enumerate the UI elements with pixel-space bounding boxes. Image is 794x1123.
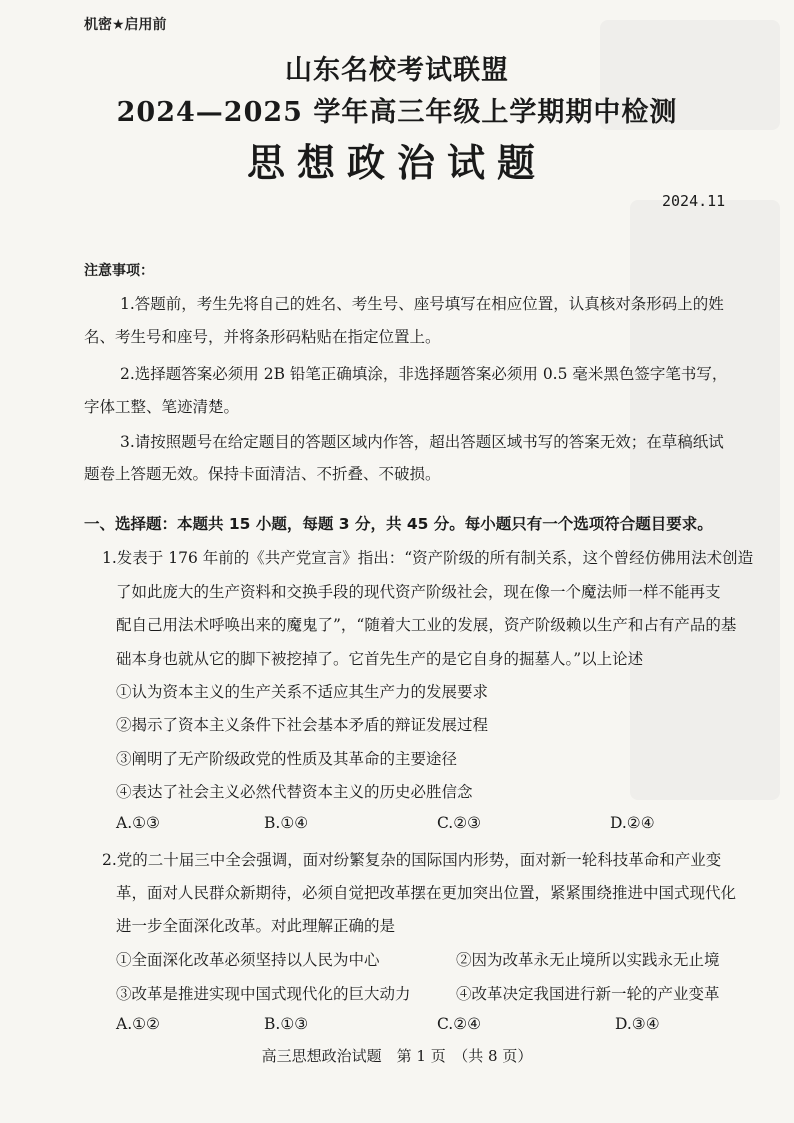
question-1-statement: ②揭示了资本主义条件下社会基本矛盾的辩证发展过程 bbox=[116, 716, 489, 734]
notice-heading: 注意事项： bbox=[84, 263, 154, 279]
question-1-statement: ①认为资本主义的生产关系不适应其生产力的发展要求 bbox=[116, 683, 489, 701]
subject-title: 思想政治试题 bbox=[246, 140, 547, 185]
question-2-option-c: C.②④ bbox=[437, 1015, 482, 1033]
section-heading: 一、选择题：本题共 15 小题，每题 3 分，共 45 分。每小题只有一个选项符合题目要求。 bbox=[84, 515, 713, 533]
exam-alliance-title: 山东名校考试联盟 bbox=[285, 55, 509, 86]
question-1-option-b: B.①④ bbox=[264, 814, 309, 832]
notice-line: 1.答题前，考生先将自己的姓名、考生号、座号填写在相应位置，认真核对条形码上的姓 bbox=[120, 295, 724, 313]
question-1-stem-line: 础本身也就从它的脚下被挖掉了。它首先生产的是它自身的掘墓人。”以上论述 bbox=[116, 650, 644, 668]
question-2-stem-line: 革，面对人民群众新期待，必须自觉把改革摆在更加突出位置，紧紧围绕推进中国式现代化 bbox=[116, 884, 737, 902]
question-1-stem-line: 配自己用法术呼唤出来的魔鬼了”，“随着大工业的发展，资产阶级赖以生产和占有产品的基 bbox=[116, 616, 737, 634]
question-2-option-d: D.③④ bbox=[615, 1015, 660, 1033]
question-2-statement: ④改革决定我国进行新一轮的产业变革 bbox=[456, 985, 720, 1003]
question-1-statement: ③阐明了无产阶级政党的性质及其革命的主要途径 bbox=[116, 750, 458, 768]
question-2-stem-line: 进一步全面深化改革。对此理解正确的是 bbox=[116, 917, 396, 935]
question-2-option-a: A.①② bbox=[116, 1015, 160, 1033]
exam-date: 2024.11 bbox=[662, 192, 726, 210]
notice-line: 名、考生号和座号，并将条形码粘贴在指定位置上。 bbox=[84, 328, 441, 346]
secret-mark: 机密★启用前 bbox=[84, 17, 167, 33]
question-1-option-c: C.②③ bbox=[437, 814, 482, 832]
question-2-option-b: B.①③ bbox=[264, 1015, 309, 1033]
question-2-stem-line: 2.党的二十届三中全会强调，面对纷繁复杂的国际国内形势，面对新一轮科技革命和产业变 bbox=[102, 851, 722, 869]
question-2-statement: ③改革是推进实现中国式现代化的巨大动力 bbox=[116, 985, 411, 1003]
question-2-statement: ①全面深化改革必须坚持以人民为中心 bbox=[116, 951, 380, 969]
question-1-option-a: A.①③ bbox=[116, 814, 160, 832]
question-1-option-d: D.②④ bbox=[610, 814, 655, 832]
notice-line: 2.选择题答案必须用 2B 铅笔正确填涂，非选择题答案必须用 0.5 毫米黑色签字笔书写， bbox=[120, 365, 728, 383]
question-1-statement: ④表达了社会主义必然代替资本主义的历史必胜信念 bbox=[116, 783, 473, 801]
notice-line: 字体工整、笔迹清楚。 bbox=[84, 398, 240, 416]
exam-term-title: 2024—2025 学年高三年级上学期期中检测 bbox=[116, 97, 678, 128]
question-2-statement: ②因为改革永无止境所以实践永无止境 bbox=[456, 951, 720, 969]
notice-line: 3.请按照题号在给定题目的答题区域内作答，超出答题区域书写的答案无效；在草稿纸试 bbox=[120, 433, 724, 451]
bleed-through-smudge bbox=[630, 200, 780, 800]
question-1-stem-line: 了如此庞大的生产资料和交换手段的现代资产阶级社会，现在像一个魔法师一样不能再支 bbox=[116, 583, 721, 601]
notice-line: 题卷上答题无效。保持卡面清洁、不折叠、不破损。 bbox=[84, 465, 441, 483]
question-1-stem-line: 1.发表于 176 年前的《共产党宣言》指出：“资产阶级的所有制关系，这个曾经仿佛用法术创造 bbox=[102, 549, 754, 567]
page-footer: 高三思想政治试题 第 1 页 （共 8 页） bbox=[261, 1047, 533, 1065]
